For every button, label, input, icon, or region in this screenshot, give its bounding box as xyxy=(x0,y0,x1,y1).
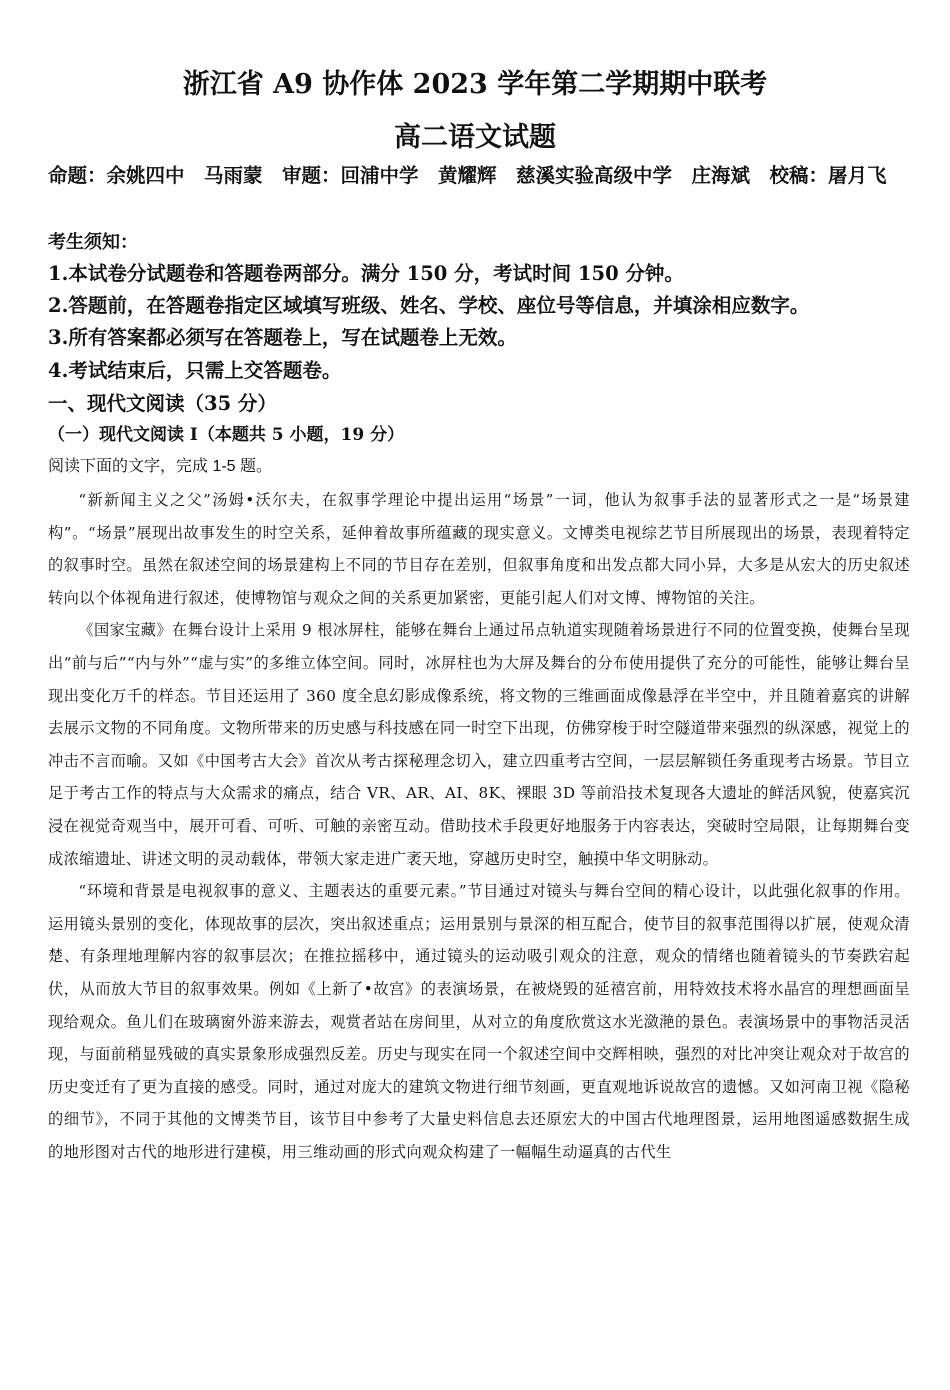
passage-paragraph: “环境和背景是电视叙事的意义、主题表达的重要元素。”节目通过对镜头与舞台空间的精心设计，以此强化叙事的作用。运用镜头景别的变化，体现故事的层次，突出叙述重点；运用景别与景深的相互配合，使节目的叙事范围得以扩展，使观众清楚、有条理地理解内容的叙事层次；在推拉摇移中，通过镜头的运动吸引观众的注意，观众的情绪也随着镜头的节奏跌宕起伏，从而放大节目的叙事效果。例如《上新了•故宫》的表演场景，在被烧毁的延禧宫前，用特效技术将水晶宫的理想画面呈现给观众。鱼儿们在玻璃窗外游来游去，观赏者站在房间里，从对立的角度欣赏这水光潋滟的景色。表演场景中的事物活灵活现，与面前稍显残破的真实景象形成强烈反差。历史与现实在同一个叙述空间中交辉相映，强烈的对比冲突让观众对于故宫的历史变迁有了更为直接的感受。同时，通过对庞大的建筑文物进行细节刻画，更直观地诉说故宫的遗憾。又如河南卫视《隐秘的细节》，不同于其他的文博类节目，该节目中参考了大量史料信息去还原宏大的中国古代地理图景，运用地图遥感数据生成的地形图对古代的地形进行建模，用三维动画的形式向观众构建了一幅幅生动逼真的古代生 xyxy=(48,882,910,1161)
notice-item: 4.考试结束后，只需上交答题卷。 xyxy=(48,359,342,382)
reading-passage xyxy=(48,484,910,1168)
reading-instruction: 阅读下面的文字，完成 1-5 题。 xyxy=(48,458,273,475)
notice-item: 3.所有答案都必须写在答题卷上，写在试题卷上无效。 xyxy=(48,326,517,349)
passage-paragraph: 《国家宝藏》在舞台设计上采用 9 根冰屏柱，能够在舞台上通过吊点轨道实现随着场景进行不同的位置变换，使舞台呈现出“前与后”“内与外”“虚与实”的多维立体空间。同时，冰屏柱也为大屏及舞台的分布使用提供了充分的可能性，能够让舞台呈现出变化万千的样态。节目还运用了 360 度全息幻影成像系统，将文物的三维画面成像悬浮在半空中，并且随着嘉宾的讲解去展示文物的不同角度。文物所带来的历史感与科技感在同一时空下出现，仿佛穿梭于时空隧道带来强烈的纵深感，视觉上的冲击不言而喻。又如《中国考古大会》首次从考古探秘理念切入，建立四重考古空间，一层层解锁任务重现考古场景。节目立足于考古工作的特点与大众需求的痛点，结合 VR、AR、AI、8K、裸眼 3D 等前沿技术复现各大遗址的鲜活风貌，使嘉宾沉浸在视觉奇观当中，展开可看、可听、可触的亲密互动。借助技术手段更好地服务于内容表达，突破时空局限，让每期舞台变成浓缩遗址、讲述文明的灵动载体，带领大家走进广袤天地，穿越历史时空，触摸中华文明脉动。 xyxy=(48,621,910,868)
section-heading: 一、现代文阅读（35 分） xyxy=(48,392,277,415)
credits-line: 命题：余姚四中 马雨蒙 审题：回浦中学 黄耀辉 慈溪实验高级中学 庄海斌 校稿：屠月飞 xyxy=(48,164,887,187)
passage-paragraph: “新新闻主义之父”汤姆•沃尔夫，在叙事学理论中提出运用“场景”一词，他认为叙事手法的显著形式之一是“场景建构”。“场景”展现出故事发生的时空关系，延伸着故事所蕴藏的现实意义。文博类电视综艺节目所展现出的场景，表现着特定的叙事时空。虽然在叙述空间的场景建构上不同的节目存在差别，但叙事角度和出发点都大同小异，大多是从宏大的历史叙述转向以个体视角进行叙述，使博物馆与观众之间的关系更加紧密，更能引起人们对文博、博物馆的关注。 xyxy=(48,491,910,607)
exam-subtitle: 高二语文试题 xyxy=(394,122,556,153)
notice-item: 2.答题前，在答题卷指定区域填写班级、姓名、学校、座位号等信息，并填涂相应数字。 xyxy=(48,294,810,317)
exam-title: 浙江省 A9 协作体 2023 学年第二学期期中联考 xyxy=(182,69,768,100)
notice-item: 1.本试卷分试题卷和答题卷两部分。满分 150 分，考试时间 150 分钟。 xyxy=(48,262,684,285)
subsection-heading: （一）现代文阅读 I（本题共 5 小题，19 分） xyxy=(48,425,405,445)
notice-heading: 考生须知： xyxy=(48,232,138,253)
